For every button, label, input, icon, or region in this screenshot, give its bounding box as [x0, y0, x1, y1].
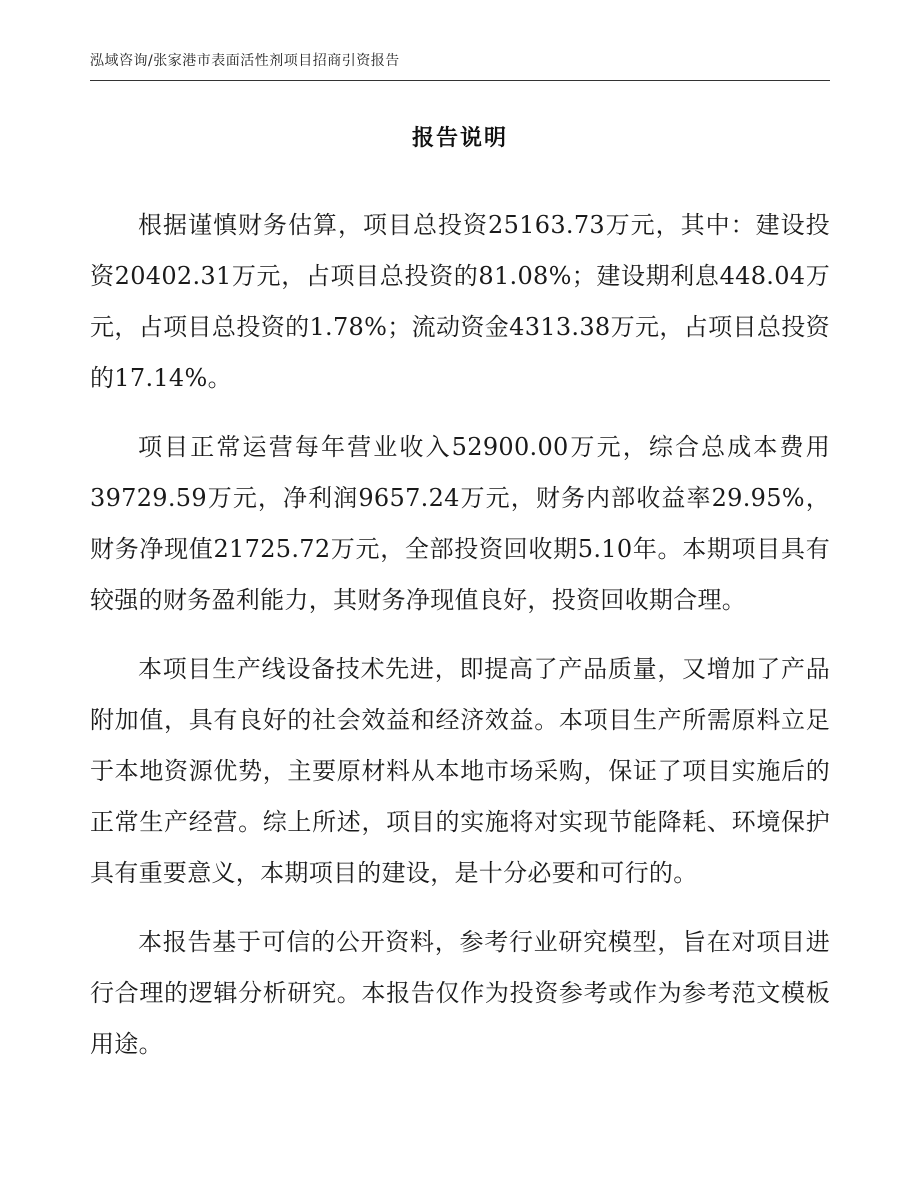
report-body: [90, 200, 830, 1088]
paragraph-investment: 根据谨慎财务估算，项目总投资25163.73万元，其中：建设投资20402.31万元，占项目总投资的81.08%；建设期利息448.04万元，占项目总投资的1.78%；流动资金4313.38万元，占项目总投资的17.14%。: [90, 211, 830, 392]
paragraph-technology: 本项目生产线设备技术先进，即提高了产品质量，又增加了产品附加值，具有良好的社会效益和经济效益。本项目生产所需原料立足于本地资源优势，主要原材料从本地市场采购，保证了项目实施后的正常生产经营。综上所述，项目的实施将对实现节能降耗、环境保护具有重要意义，本期项目的建设，是十分必要和可行的。: [90, 655, 830, 887]
paragraph-disclaimer: 本报告基于可信的公开资料，参考行业研究模型，旨在对项目进行合理的逻辑分析研究。本报告仅作为投资参考或作为参考范文模板用途。: [90, 928, 830, 1058]
page-title: 报告说明: [411, 126, 508, 151]
paragraph-revenue: 项目正常运营每年营业收入52900.00万元，综合总成本费用39729.59万元，净利润9657.24万元，财务内部收益率29.95%，财务净现值21725.72万元，全部投资回收期5.10年。本期项目具有较强的财务盈利能力，其财务净现值良好，投资回收期合理。: [90, 433, 830, 614]
running-header: 泓域咨询/张家港市表面活性剂项目招商引资报告: [90, 50, 830, 81]
